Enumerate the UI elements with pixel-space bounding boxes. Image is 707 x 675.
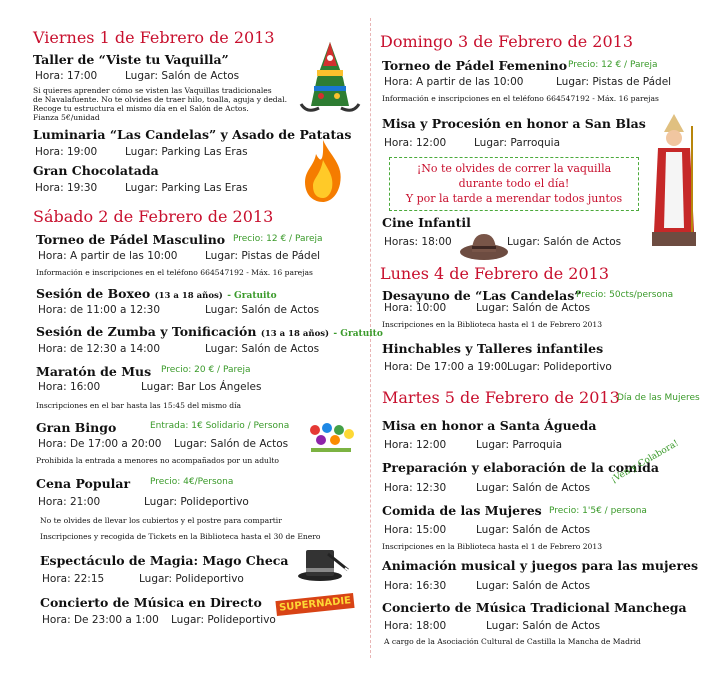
event-time: Horas: 18:00 <box>384 236 452 248</box>
event-concierto-manchega: Concierto de Música Tradicional Manchega <box>382 600 687 615</box>
magic-hat-icon <box>294 544 350 584</box>
event-price: Precio: 4€/Persona <box>150 477 234 487</box>
event-place: Lugar: Polideportivo <box>171 614 276 626</box>
notice-line: Y por la tarde a merendar todos juntos <box>405 192 623 205</box>
event-time: Hora: 15:00 <box>384 524 447 536</box>
event-padel-masculino: Torneo de Pádel Masculino <box>36 232 226 247</box>
event-boxeo <box>36 286 277 301</box>
notice-line: durante todo el día! <box>458 177 570 190</box>
day-title-viernes: Viernes 1 de Febrero de 2013 <box>33 28 275 47</box>
event-place: Lugar: Salón de Actos <box>476 580 591 592</box>
event-note: Si quieres aprender cómo se visten las Vaquillas tradicionales <box>33 86 272 95</box>
event-time: Hora: 21:00 <box>38 496 101 508</box>
event-time: Hora: 12:00 <box>384 137 447 149</box>
event-place: Lugar: Salón de Actos <box>486 620 601 632</box>
event-row <box>42 614 276 626</box>
event-time: Hora: 12:00 <box>384 439 447 451</box>
event-cena: Cena Popular <box>36 476 131 491</box>
event-title: Sesión de Zumba y Tonificación <box>36 324 257 339</box>
event-row <box>38 381 262 393</box>
event-cine-infantil: Cine Infantil <box>382 215 471 230</box>
event-desayuno: Desayuno de “Las Candelas” <box>382 288 582 303</box>
event-row <box>384 361 612 373</box>
event-place: Lugar: Pistas de Pádel <box>556 76 672 88</box>
event-price: Precio: 12 € / Pareja <box>233 234 323 244</box>
event-price: - Gratuito <box>333 329 383 339</box>
event-time: Hora: 18:00 <box>384 620 447 632</box>
event-place: Lugar: Polideportivo <box>139 573 244 585</box>
event-place: Lugar: Salón de Actos <box>476 302 591 314</box>
event-time: Hora: 12:30 <box>384 482 447 494</box>
event-time: Hora: 16:30 <box>384 580 447 592</box>
event-title: Sesión de Boxeo <box>36 286 151 301</box>
event-place: Lugar: Pistas de Pádel <box>205 250 321 262</box>
event-note: Inscripciones y recogida de Tickets en la Biblioteca hasta el 30 de Enero <box>40 532 321 541</box>
day-title-domingo: Domingo 3 de Febrero de 2013 <box>380 32 634 51</box>
cowboy-hat-icon <box>458 228 510 262</box>
event-row <box>384 137 561 149</box>
event-note: Información e inscripciones en el teléfono 664547192 - Máx. 16 parejas <box>36 268 313 277</box>
day-subtitle: Día de las Mujeres <box>617 393 700 403</box>
event-price: Precio: 50cts/persona <box>576 290 674 300</box>
event-note: A cargo de la Asociación Cultural de Castilla la Mancha de Madrid <box>384 637 641 646</box>
event-row <box>384 76 672 88</box>
event-note: Recoge tu estructura el mismo día en el Salón de Actos. <box>33 104 249 113</box>
flame-icon <box>300 138 346 204</box>
event-row <box>384 580 591 592</box>
event-time: Hora: 19:30 <box>35 182 98 194</box>
event-note: Inscripciones en el bar hasta las 15:45 del mismo día <box>36 401 242 410</box>
event-comida-mujeres: Comida de las Mujeres <box>382 503 542 518</box>
event-time: Hora: A partir de las 10:00 <box>38 250 178 262</box>
event-place: Lugar: Parking Las Eras <box>125 182 248 194</box>
event-time: Hora: De 17:00 a 19:00 <box>384 361 508 373</box>
day-title-sabado: Sábado 2 de Febrero de 2013 <box>33 207 274 226</box>
notice-line: ¡No te olvides de correr la vaquilla <box>416 162 612 175</box>
event-row <box>384 620 601 632</box>
event-place: Lugar: Parroquia <box>476 439 563 451</box>
event-price: - Gratuito <box>227 291 277 301</box>
event-chocolatada: Gran Chocolatada <box>33 163 159 178</box>
event-price: Precio: 12 € / Pareja <box>568 60 658 70</box>
event-time: Hora: A partir de las 10:00 <box>384 76 524 88</box>
event-place: Lugar: Salón de Actos <box>174 438 289 450</box>
event-row <box>384 524 591 536</box>
event-time: Hora: 10:00 <box>384 302 447 314</box>
event-note: Fianza 5€/unidad <box>33 113 100 122</box>
event-row <box>384 236 622 248</box>
event-preparacion: Preparación y elaboración de la comida <box>382 460 659 475</box>
event-note: Información e inscripciones en el teléfono 664547192 - Máx. 16 parejas <box>382 94 659 103</box>
event-row <box>38 250 321 262</box>
event-row <box>384 439 563 451</box>
event-place: Lugar: Parroquia <box>474 137 561 149</box>
event-padel-femenino: Torneo de Pádel Femenino <box>382 58 568 73</box>
colabora-label: ¡Ven y Colabora! <box>609 438 681 486</box>
event-time: Hora: De 17:00 a 20:00 <box>38 438 162 450</box>
notice-box <box>389 157 639 211</box>
event-time: Hora: De 23:00 a 1:00 <box>42 614 159 626</box>
event-note: Prohibida la entrada a menores no acompañados por un adulto <box>36 456 280 465</box>
event-row <box>38 496 249 508</box>
event-concierto-directo: Concierto de Música en Directo <box>40 595 262 610</box>
event-price: Precio: 1'5€ / persona <box>549 506 647 516</box>
event-misa-santa-agueda: Misa en honor a Santa Águeda <box>382 418 597 433</box>
event-place: Lugar: Parking Las Eras <box>125 146 248 158</box>
saint-statue-icon <box>648 112 700 252</box>
event-luminaria: Luminaria “Las Candelas” y Asado de Patatas <box>33 127 352 142</box>
event-time: Hora: 16:00 <box>38 381 101 393</box>
event-animacion: Animación musical y juegos para las mujeres <box>382 558 699 573</box>
event-place: Lugar: Salón de Actos <box>507 236 622 248</box>
event-row <box>384 302 591 314</box>
event-zumba <box>36 324 383 339</box>
event-row <box>384 482 591 494</box>
event-row <box>35 146 248 158</box>
event-age: (13 a 18 años) <box>154 291 223 301</box>
event-row <box>42 573 244 585</box>
bingo-logo-icon <box>305 420 357 456</box>
event-time: Hora: 17:00 <box>35 70 98 82</box>
event-row <box>35 70 240 82</box>
event-time: Hora: 22:15 <box>42 573 105 585</box>
event-time: Hora: de 12:30 a 14:00 <box>38 343 161 355</box>
event-note: Inscripciones en la Biblioteca hasta el 1 de Febrero 2013 <box>382 542 603 551</box>
event-row <box>38 304 320 316</box>
event-age: (13 a 18 años) <box>260 329 330 339</box>
event-place: Lugar: Polideportivo <box>144 496 249 508</box>
supernadie-logo: SUPERNADIE <box>275 593 354 616</box>
event-bingo: Gran Bingo <box>36 420 117 435</box>
event-row <box>38 343 320 355</box>
event-price: Precio: 20 € / Pareja <box>161 365 251 375</box>
event-taller-vaquilla: Taller de “Viste tu Vaquilla” <box>33 52 229 67</box>
event-note: No te olvides de llevar los cubiertos y el postre para compartir <box>40 516 282 525</box>
event-place: Lugar: Salón de Actos <box>125 70 240 82</box>
event-time: Hora: 19:00 <box>35 146 98 158</box>
event-hinchables: Hinchables y Talleres infantiles <box>382 341 604 356</box>
event-row <box>38 438 289 450</box>
event-place: Lugar: Polideportivo <box>507 361 612 373</box>
day-title-lunes: Lunes 4 de Febrero de 2013 <box>380 264 609 283</box>
event-mus: Maratón de Mus <box>36 364 152 379</box>
day-title-martes: Martes 5 de Febrero de 2013 <box>382 388 620 407</box>
event-time: Hora: de 11:00 a 12:30 <box>38 304 161 316</box>
event-magia: Espectáculo de Magia: Mago Checa <box>40 553 289 568</box>
event-place: Lugar: Salón de Actos <box>205 343 320 355</box>
event-place: Lugar: Salón de Actos <box>205 304 320 316</box>
event-row <box>35 182 248 194</box>
event-note: de Navalafuente. No te olvides de traer hilo, toalla, aguja y dedal. <box>33 95 288 104</box>
event-price: Entrada: 1€ Solidario / Persona <box>150 421 290 431</box>
event-place: Lugar: Salón de Actos <box>476 482 591 494</box>
event-place: Lugar: Salón de Actos <box>476 524 591 536</box>
event-misa-san-blas: Misa y Procesión en honor a San Blas <box>382 116 646 131</box>
event-place: Lugar: Bar Los Ángeles <box>141 381 262 393</box>
event-note: Inscripciones en la Biblioteca hasta el 1 de Febrero 2013 <box>382 320 603 329</box>
vaquilla-figure-icon <box>297 38 363 118</box>
